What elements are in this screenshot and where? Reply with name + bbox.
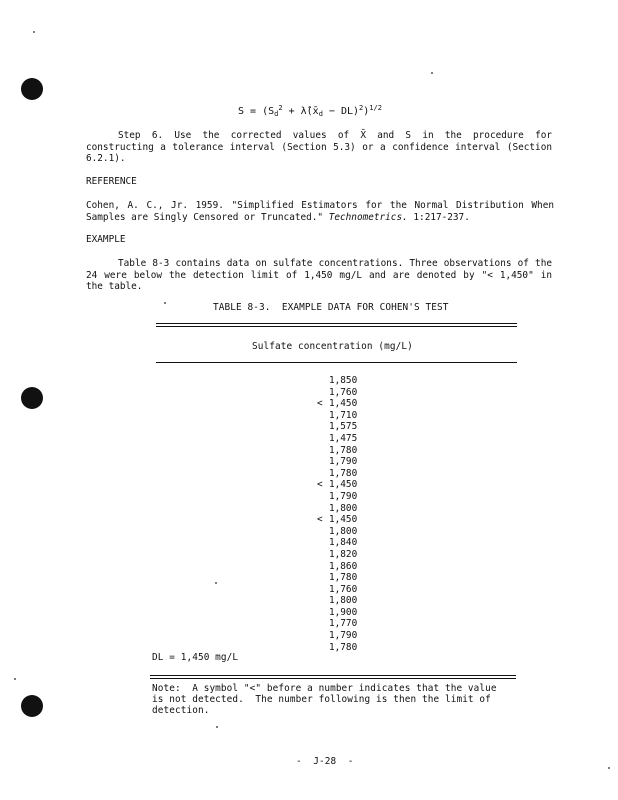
sulfate-value: 1,900 (329, 606, 358, 618)
page-number: - J-28 - (296, 756, 354, 767)
sulfate-value: 1,760 (329, 386, 358, 398)
table-row (300, 398, 360, 410)
table-top-rule (156, 323, 517, 324)
sulfate-value: 1,780 (329, 572, 358, 584)
table-row (300, 537, 360, 549)
table-row (300, 433, 360, 445)
table-row (300, 642, 360, 654)
table-row (300, 584, 360, 596)
sulfate-value: 1,780 (329, 467, 358, 479)
table-row (300, 572, 360, 584)
table-row (300, 479, 360, 491)
detection-limit-label: DL = 1,450 mg/L (152, 652, 239, 663)
reference-citation: Cohen, A. C., Jr. 1959. "Simplified Estimators for the Normal Distribution When Samples are Singly Censored or Truncated." Technometrics. 1:217-237. (86, 200, 554, 223)
step6-paragraph: Step 6. Use the corrected values of X̄ and S in the procedure for constructing a tolerance interval (Section 5.3) or a confidence interval (Section 6.2.1). (86, 130, 552, 164)
sulfate-value: 1,840 (329, 537, 358, 549)
sulfate-value: 1,860 (329, 560, 358, 572)
table-row (300, 468, 360, 480)
table-note-line: detection. (152, 705, 210, 716)
scan-speck (215, 582, 217, 584)
sulfate-value: 1,450 (329, 479, 358, 491)
sulfate-value: 1,780 (329, 641, 358, 653)
table-bottom-rule (150, 675, 516, 676)
table-row (300, 503, 360, 515)
table-note-line: is not detected. The number following is then the limit of (152, 694, 491, 705)
sulfate-value: 1,790 (329, 456, 358, 468)
sulfate-value: 1,850 (329, 375, 358, 386)
table-top-rule (156, 326, 517, 327)
table-bottom-rule (150, 678, 516, 679)
punch-hole (21, 78, 43, 100)
scan-speck (431, 72, 433, 74)
scan-speck (14, 678, 16, 680)
table-row (300, 410, 360, 422)
scan-speck (216, 726, 218, 728)
punch-hole (21, 387, 43, 409)
below-detection-flag: < (317, 514, 323, 526)
table-row (300, 456, 360, 468)
table-row (300, 618, 360, 630)
table-row (300, 595, 360, 607)
sulfate-value: 1,475 (329, 432, 358, 444)
below-detection-flag: < (317, 398, 323, 410)
table-row (300, 375, 360, 387)
sulfate-value: 1,450 (329, 514, 358, 526)
table-row (300, 630, 360, 642)
punch-hole (21, 695, 43, 717)
table-row (300, 549, 360, 561)
table-row (300, 561, 360, 573)
example-heading: EXAMPLE (86, 234, 126, 245)
sulfate-values-list (300, 375, 360, 653)
sulfate-value: 1,800 (329, 595, 358, 607)
sulfate-value: 1,780 (329, 444, 358, 456)
table-row (300, 514, 360, 526)
sulfate-value: 1,800 (329, 502, 358, 514)
sulfate-value: 1,760 (329, 583, 358, 595)
table-header-rule (156, 362, 517, 363)
sulfate-value: 1,710 (329, 409, 358, 421)
sulfate-value: 1,790 (329, 630, 358, 642)
sulfate-value: 1,575 (329, 421, 358, 433)
below-detection-flag: < (317, 479, 323, 491)
sulfate-value: 1,820 (329, 548, 358, 560)
sulfate-value: 1,770 (329, 618, 358, 630)
table-row (300, 526, 360, 538)
table-column-header: Sulfate concentration (mg/L) (252, 341, 413, 352)
reference-heading: REFERENCE (86, 176, 137, 187)
table-title: TABLE 8-3. EXAMPLE DATA FOR COHEN'S TEST (213, 302, 449, 313)
table-row (300, 387, 360, 399)
sulfate-value: 1,450 (329, 398, 358, 410)
table-row (300, 421, 360, 433)
example-paragraph: Table 8-3 contains data on sulfate concentrations. Three observations of the 24 were below the detection limit of 1,450 mg/L and are denoted by "< 1,450" in the table. (86, 258, 552, 292)
equation-s: $S = (S_d^2$ + $\lambdâ(x̄_d - DL)^2)^{1/2}$ (238, 104, 382, 118)
table-row (300, 445, 360, 457)
table-note-line: Note: A symbol "<" before a number indicates that the value (152, 683, 497, 694)
scan-speck (164, 302, 166, 304)
sulfate-value: 1,790 (329, 490, 358, 502)
scan-speck (33, 31, 35, 33)
table-row (300, 607, 360, 619)
table-row (300, 491, 360, 503)
sulfate-value: 1,800 (329, 525, 358, 537)
scan-speck (608, 767, 610, 769)
